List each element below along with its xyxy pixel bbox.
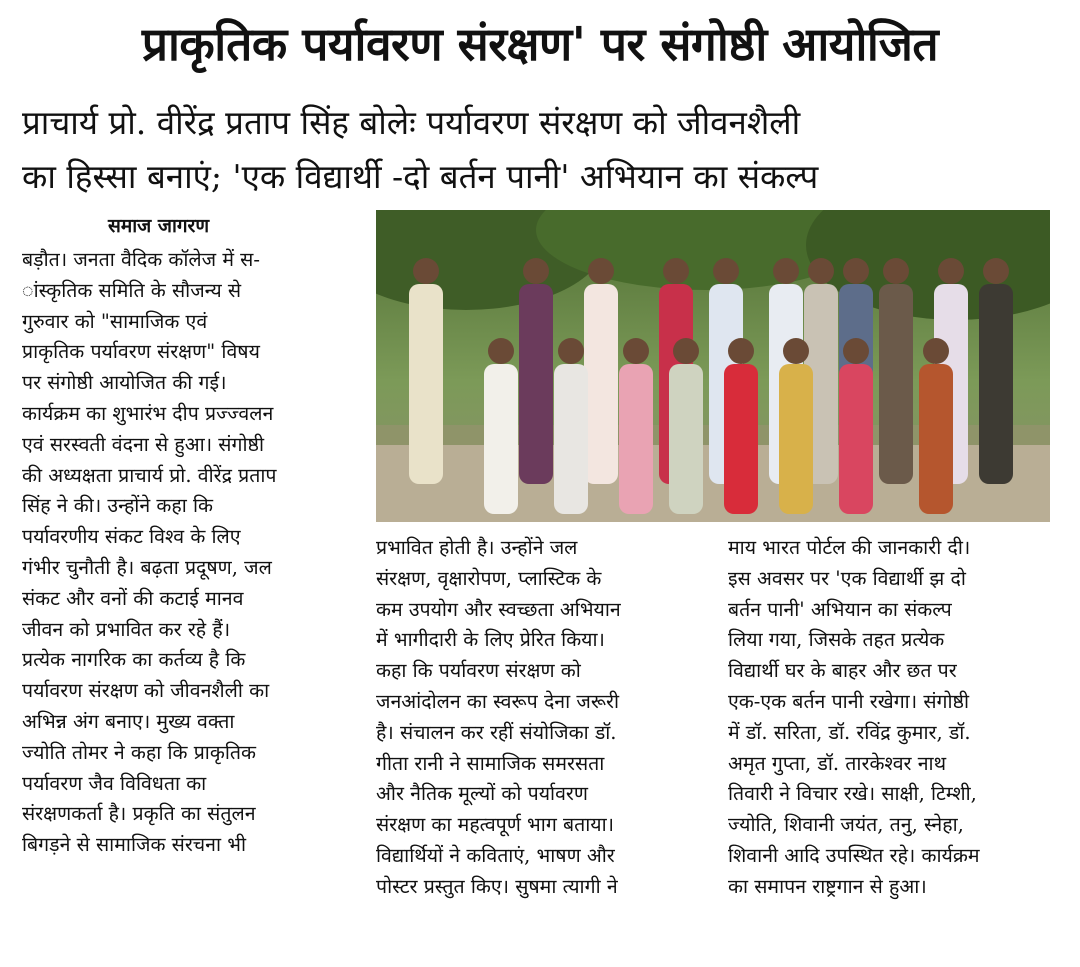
- article-line: इस अवसर पर 'एक विद्यार्थी झ दो: [728, 566, 966, 590]
- article-line: ज्योति, शिवानी जयंत, तनु, स्नेहा,: [728, 813, 964, 837]
- article-line: पर्यावरणीय संकट विश्व के लिए: [22, 525, 241, 549]
- article-line: अमृत गुप्ता, डॉ. तारकेश्वर नाथ: [728, 751, 947, 775]
- article-column-3: [728, 533, 1052, 903]
- article-line: प्राकृतिक पर्यावरण संरक्षण" विषय: [22, 340, 260, 364]
- article-line: लिया गया, जिसके तहत प्रत्येक: [728, 628, 945, 652]
- article-line: पोस्टर प्रस्तुत किए। सुषमा त्यागी ने: [376, 874, 618, 898]
- subheadline: [22, 96, 1058, 204]
- article-line: पर संगोष्ठी आयोजित की गई।: [22, 371, 227, 395]
- article-line: बर्तन पानी' अभियान का संकल्प: [728, 597, 952, 621]
- article-line: बड़ौत। जनता वैदिक कॉलेज में स-: [22, 248, 260, 271]
- article-line: सिंह ने की। उन्होंने कहा कि: [22, 494, 213, 518]
- article-line: प्रभावित होती है। उन्होंने जल: [376, 536, 578, 559]
- article-line: तिवारी ने विचार रखे। साक्षी, टिम्शी,: [728, 782, 977, 806]
- article-line: पर्यावरण संरक्षण को जीवनशैली का: [22, 679, 270, 703]
- article-line: की अध्यक्षता प्राचार्य प्रो. वीरेंद्र प्रताप: [22, 463, 277, 487]
- article-line: कार्यक्रम का शुभारंभ दीप प्रज्ज्वलन: [22, 401, 274, 425]
- article-line: बिगड़ने से सामाजिक संरचना भी: [22, 833, 247, 857]
- article-line: है। संचालन कर रहीं संयोजिका डॉ.: [376, 720, 617, 744]
- article-line: माय भारत पोर्टल की जानकारी दी।: [728, 536, 971, 559]
- headline: प्राकृतिक पर्यावरण संरक्षण' पर संगोष्ठी आयोजित: [141, 17, 939, 71]
- article-line: अभिन्न अंग बनाए। मुख्य वक्ता: [22, 709, 235, 733]
- article-line: एक-एक बर्तन पानी रखेगा। संगोष्ठी: [728, 689, 970, 713]
- article-column-1: [22, 245, 342, 861]
- article-line: पर्यावरण जैव विविधता का: [22, 771, 207, 795]
- article-line: गीता रानी ने सामाजिक समरसता: [376, 751, 605, 775]
- subheadline-line: का हिस्सा बनाएं; 'एक विद्यार्थी -दो बर्तन पानी' अभियान का संकल्प: [22, 157, 819, 196]
- article-line: कहा कि पर्यावरण संरक्षण को: [376, 659, 581, 683]
- article-line: विद्यार्थियों ने कविताएं, भाषण और: [376, 843, 615, 867]
- article-line: में डॉ. सरिता, डॉ. रविंद्र कुमार, डॉ.: [728, 720, 971, 744]
- article-line: जीवन को प्रभावित कर रहे हैं।: [22, 617, 231, 641]
- article-line: का समापन राष्ट्रगान से हुआ।: [728, 874, 927, 898]
- subheadline-line: प्राचार्य प्रो. वीरेंद्र प्रताप सिंह बोलेः पर्यावरण संरक्षण को जीवनशैली: [22, 103, 801, 142]
- article-line: ज्योति तोमर ने कहा कि प्राकृतिक: [22, 740, 256, 764]
- article-column-2: [376, 533, 698, 903]
- article-line: प्रत्येक नागरिक का कर्तव्य है कि: [22, 648, 246, 672]
- article-line: कम उपयोग और स्वच्छता अभियान: [376, 597, 621, 621]
- article-line: शिवानी आदि उपस्थित रहे। कार्यक्रम: [728, 843, 980, 867]
- article-line: गंभीर चुनौती है। बढ़ता प्रदूषण, जल: [22, 555, 272, 579]
- article-line: विद्यार्थी घर के बाहर और छत पर: [728, 659, 957, 683]
- article-line: में भागीदारी के लिए प्रेरित किया।: [376, 628, 605, 652]
- group-photo-image: [376, 210, 1050, 522]
- article-line: ांस्कृतिक समिति के सौजन्य से: [22, 278, 242, 302]
- article-line: संरक्षण, वृक्षारोपण, प्लास्टिक के: [376, 566, 602, 590]
- article-line: संकट और वनों की कटाई मानव: [22, 586, 244, 610]
- article-line: संरक्षणकर्ता है। प्रकृति का संतुलन: [22, 802, 256, 826]
- article-line: संरक्षण का महत्वपूर्ण भाग बताया।: [376, 813, 615, 837]
- article-line: गुरुवार को "सामाजिक एवं: [22, 309, 208, 333]
- article-line: और नैतिक मूल्यों को पर्यावरण: [376, 782, 588, 806]
- article-line: एवं सरस्वती वंदना से हुआ। संगोष्ठी: [22, 432, 265, 456]
- article-line: जनआंदोलन का स्वरूप देना जरूरी: [376, 689, 620, 713]
- byline: समाज जागरण: [108, 215, 210, 237]
